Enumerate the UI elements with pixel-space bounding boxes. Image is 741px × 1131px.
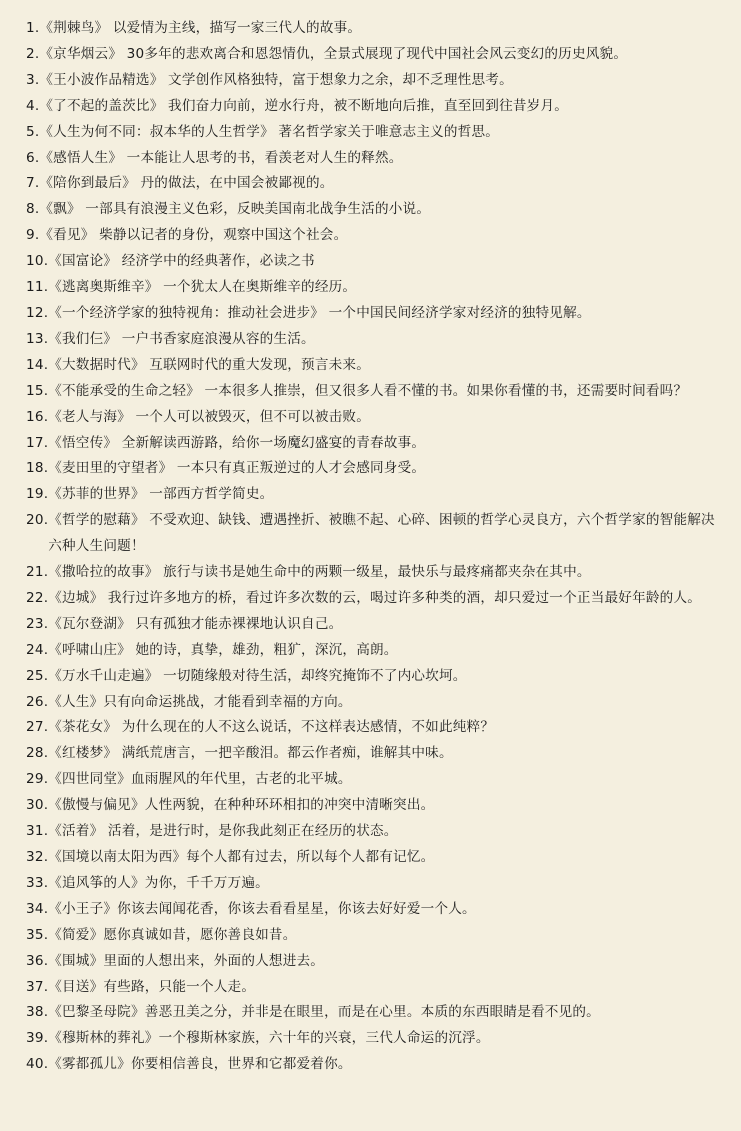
item-number: 34. <box>26 900 49 917</box>
list-item <box>26 897 719 923</box>
list-item <box>26 353 719 379</box>
list-item <box>26 508 719 560</box>
item-number: 38. <box>26 1004 49 1021</box>
item-text: 《茶花女》 为什么现在的人不这么说话，不这样表达感情，不如此纯粹？ <box>48 719 495 736</box>
list-item <box>26 379 719 405</box>
list-item <box>26 482 719 508</box>
item-text: 《围城》里面的人想出来，外面的人想进去。 <box>48 952 325 969</box>
item-text: 《傲慢与偏见》人性两貌，在种种环环相扣的冲突中清晰突出。 <box>48 797 435 814</box>
item-text: 《悟空传》 全新解读西游路，给你一场魔幻盛宴的青春故事。 <box>48 434 426 451</box>
item-number: 40. <box>26 1056 49 1073</box>
item-number: 8. <box>26 201 40 218</box>
item-text: 《红楼梦》 满纸荒唐言，一把辛酸泪。都云作者痴，谁解其中味。 <box>48 745 453 762</box>
list-item <box>26 171 719 197</box>
book-recommendation-list <box>26 16 719 1078</box>
item-text: 《了不起的盖茨比》 我们奋力向前，逆水行舟，被不断地向后推，直至回到往昔岁月。 <box>39 97 569 114</box>
item-text: 《陪你到最后》 丹的做法，在中国会被鄙视的。 <box>39 175 334 192</box>
item-text: 《大数据时代》 互联网时代的重大发现，预言未来。 <box>48 356 370 373</box>
list-item <box>26 405 719 431</box>
item-text: 《目送》有些路，只能一个人走。 <box>48 978 256 995</box>
list-item <box>26 638 719 664</box>
item-text: 《国境以南太阳为西》每个人都有过去，所以每个人都有记忆。 <box>48 849 435 865</box>
item-text: 《巴黎圣母院》善恶丑美之分，并非是在眼里，而是在心里。本质的东西眼睛是看不见的。 <box>48 1004 600 1021</box>
list-item <box>26 767 719 793</box>
item-text: 《看见》 柴静以记者的身份，观察中国这个社会。 <box>39 227 348 244</box>
list-item <box>26 301 719 327</box>
item-text: 《人生》只有向命运挑战，才能看到幸福的方向。 <box>48 693 352 710</box>
item-number: 10. <box>26 253 49 270</box>
item-number: 30. <box>26 797 49 814</box>
item-number: 2. <box>26 45 40 62</box>
item-number: 31. <box>26 823 49 840</box>
list-item <box>26 845 719 871</box>
item-text: 《边城》 我行过许多地方的桥，看过许多次数的云，喝过许多种类的酒，却只爱过一个正当最好年龄的人。 <box>48 589 702 606</box>
list-item <box>26 197 719 223</box>
list-item <box>26 146 719 172</box>
list-item <box>26 690 719 716</box>
list-item <box>26 612 719 638</box>
item-number: 18. <box>26 460 49 477</box>
list-item <box>26 68 719 94</box>
item-number: 1. <box>26 20 40 36</box>
list-item <box>26 1052 719 1078</box>
item-text: 《国富论》 经济学中的经典著作，必读之书 <box>48 253 315 270</box>
item-text: 《老人与海》 一个人可以被毁灭，但不可以被击败。 <box>48 408 370 425</box>
item-text: 《万水千山走遍》 一切随缘般对待生活，却终究掩饰不了内心坎坷。 <box>48 667 467 684</box>
item-text: 《四世同堂》血雨腥风的年代里，古老的北平城。 <box>48 771 352 788</box>
list-item <box>26 949 719 975</box>
item-number: 3. <box>26 71 40 88</box>
item-number: 25. <box>26 667 49 684</box>
item-number: 19. <box>26 486 49 503</box>
list-item <box>26 16 719 42</box>
item-number: 6. <box>26 149 40 166</box>
item-number: 4. <box>26 97 40 114</box>
item-number: 37. <box>26 978 49 995</box>
item-text: 《撒哈拉的故事》 旅行与读书是她生命中的两颗一级星，最快乐与最疼痛都夹杂在其中。 <box>48 564 591 581</box>
item-number: 7. <box>26 175 40 192</box>
item-number: 32. <box>26 849 49 865</box>
item-text: 《小王子》你该去闻闻花香，你该去看看星星，你该去好好爱一个人。 <box>48 900 476 917</box>
item-text: 《不能承受的生命之轻》 一本很多人推崇，但又很多人看不懂的书。如果你看懂的书，还需要时间看吗？ <box>48 382 688 399</box>
item-text: 《荆棘鸟》 以爱情为主线，描写一家三代人的故事。 <box>39 20 362 36</box>
item-number: 9. <box>26 227 40 244</box>
item-text: 《感悟人生》 一本能让人思考的书，看羡老对人生的释然。 <box>39 149 403 166</box>
list-item <box>26 327 719 353</box>
list-item <box>26 741 719 767</box>
item-number: 39. <box>26 1030 49 1047</box>
list-item <box>26 456 719 482</box>
list-item <box>26 120 719 146</box>
list-item <box>26 871 719 897</box>
list-item <box>26 1000 719 1026</box>
list-item <box>26 223 719 249</box>
list-item <box>26 431 719 457</box>
list-item <box>26 249 719 275</box>
item-text: 《呼啸山庄》 她的诗，真挚，雄劲，粗犷，深沉，高朗。 <box>48 641 398 658</box>
item-number: 29. <box>26 771 49 788</box>
item-text: 《人生为何不同：叔本华的人生哲学》 著名哲学家关于唯意志主义的哲思。 <box>39 123 500 140</box>
item-text: 《瓦尔登湖》 只有孤独才能赤裸裸地认识自己。 <box>48 615 343 632</box>
item-number: 22. <box>26 589 49 606</box>
item-text: 《简爱》愿你真诚如昔，愿你善良如昔。 <box>48 926 297 943</box>
list-item <box>26 793 719 819</box>
item-text: 《哲学的慰藉》 不受欢迎、缺钱、遭遇挫折、被瞧不起、心碎、困顿的哲学心灵良方，六个哲学家的智能解决六种人生问题！ <box>48 512 715 555</box>
item-number: 27. <box>26 719 49 736</box>
item-number: 17. <box>26 434 49 451</box>
list-item <box>26 42 719 68</box>
list-item <box>26 275 719 301</box>
item-number: 11. <box>26 279 49 296</box>
item-text: 《追风筝的人》为你，千千万万遍。 <box>48 874 269 891</box>
item-number: 28. <box>26 745 49 762</box>
item-text: 《苏菲的世界》 一部西方哲学简史。 <box>48 486 274 503</box>
item-number: 26. <box>26 693 49 710</box>
list-item <box>26 715 719 741</box>
item-number: 36. <box>26 952 49 969</box>
item-number: 35. <box>26 926 49 943</box>
list-item <box>26 560 719 586</box>
list-item <box>26 923 719 949</box>
list-item <box>26 819 719 845</box>
list-item <box>26 664 719 690</box>
item-number: 20. <box>26 512 49 529</box>
item-text: 《活着》 活着，是进行时，是你我此刻正在经历的状态。 <box>48 823 398 840</box>
item-number: 15. <box>26 382 49 399</box>
item-text: 《王小波作品精选》 文学创作风格独特，富于想象力之余，却不乏理性思考。 <box>39 71 513 88</box>
item-text: 《我们仨》 一户书香家庭浪漫从容的生活。 <box>48 330 315 347</box>
item-number: 21. <box>26 564 49 581</box>
item-text: 《雾都孤儿》你要相信善良，世界和它都爱着你。 <box>48 1056 352 1073</box>
list-item <box>26 1026 719 1052</box>
item-text: 《麦田里的守望者》 一本只有真正叛逆过的人才会感同身受。 <box>48 460 426 477</box>
item-number: 24. <box>26 641 49 658</box>
item-number: 13. <box>26 330 49 347</box>
item-number: 5. <box>26 123 40 140</box>
item-number: 12. <box>26 304 49 321</box>
list-item <box>26 586 719 612</box>
list-item <box>26 94 719 120</box>
item-text: 《一个经济学家的独特视角：推动社会进步》 一个中国民间经济学家对经济的独特见解。 <box>48 304 591 321</box>
list-item <box>26 975 719 1001</box>
item-text: 《逃离奥斯维辛》 一个犹太人在奥斯维辛的经历。 <box>48 279 357 296</box>
item-number: 33. <box>26 874 49 891</box>
item-number: 14. <box>26 356 49 373</box>
item-number: 16. <box>26 408 49 425</box>
item-text: 《京华烟云》 30多年的悲欢离合和恩怨情仇，全景式展现了现代中国社会风云变幻的历史风貌。 <box>39 45 628 62</box>
item-text: 《飘》 一部具有浪漫主义色彩，反映美国南北战争生活的小说。 <box>39 201 431 218</box>
item-text: 《穆斯林的葬礼》一个穆斯林家族，六十年的兴衰，三代人命运的沉浮。 <box>48 1030 490 1047</box>
item-number: 23. <box>26 615 49 632</box>
